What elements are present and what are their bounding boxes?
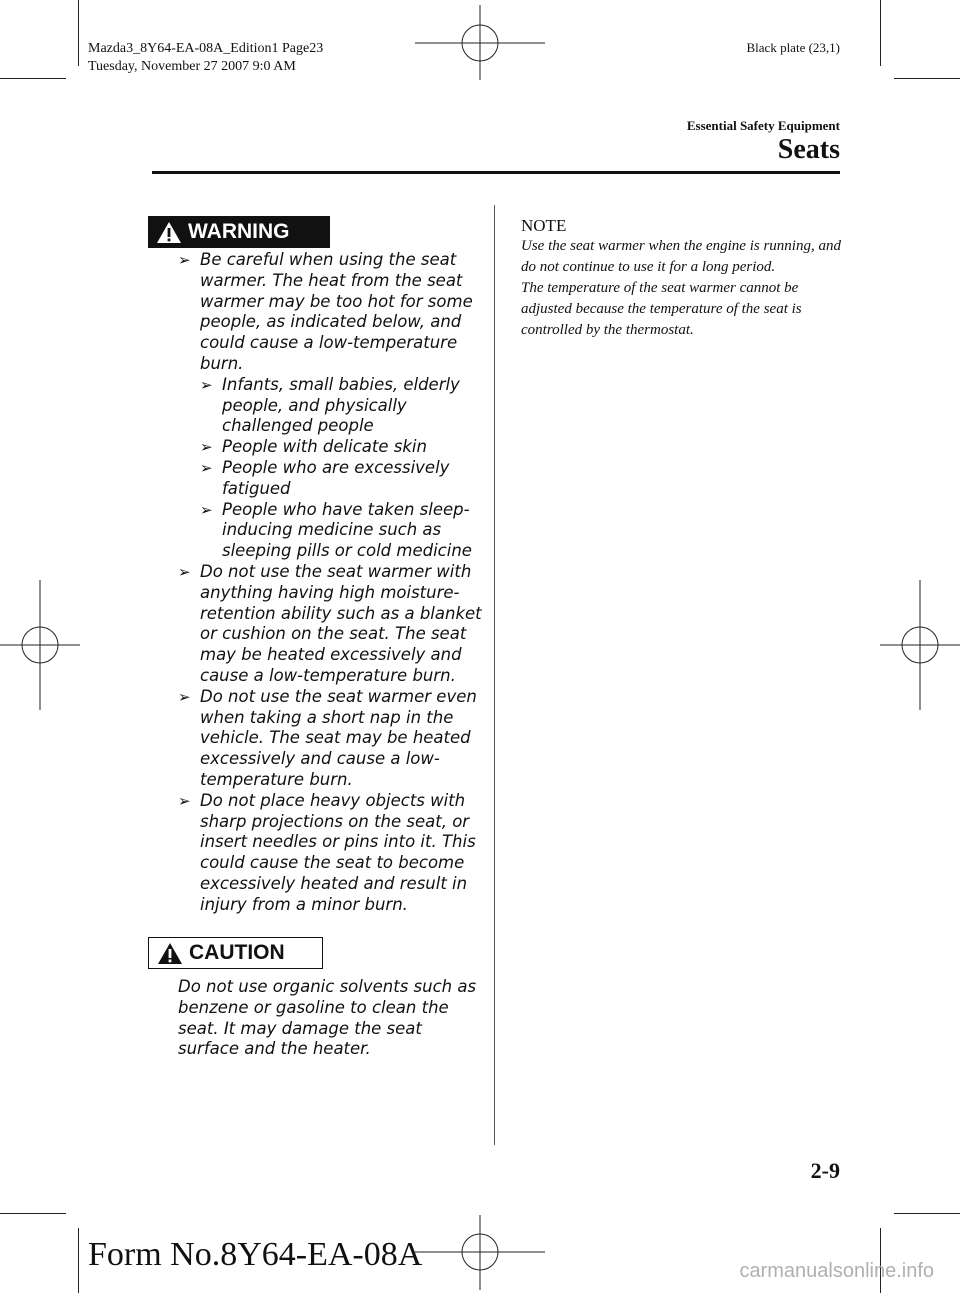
warning-subitem-text: People who have taken sleep-inducing medicine such as sleeping pills or cold medicine — [222, 499, 472, 561]
warning-subitem-text: People with delicate skin — [222, 437, 427, 457]
bullet-arrow-icon: ➢ — [200, 458, 213, 477]
warning-item — [178, 562, 488, 687]
crop-mark — [880, 0, 881, 66]
bullet-arrow-icon: ➢ — [178, 687, 191, 706]
bullet-arrow-icon: ➢ — [200, 438, 213, 457]
form-number: Form No.8Y64-EA-08A — [88, 1236, 423, 1273]
page-number: 2-9 — [810, 1158, 840, 1183]
crop-mark — [0, 1213, 66, 1214]
watermark: carmanualsonline.info — [739, 1260, 934, 1282]
warning-icon — [156, 221, 182, 244]
warning-subitem — [200, 500, 488, 562]
warning-label: WARNING — [188, 220, 290, 243]
bullet-arrow-icon: ➢ — [200, 500, 213, 519]
print-slug — [88, 40, 323, 76]
warning-subitem — [200, 437, 488, 458]
plate-label: Black plate (23,1) — [746, 40, 840, 55]
note-body — [521, 236, 841, 341]
warning-item-text: Do not place heavy objects with sharp projections on the seat, or insert needles or pins into it. This could cause the seat to become excessively heated and result in injury from a minor burn. — [200, 790, 476, 914]
bullet-arrow-icon: ➢ — [178, 562, 191, 581]
warning-subitem — [200, 375, 488, 437]
note-paragraph: Use the seat warmer when the engine is running, and do not continue to use it for a long period. — [521, 238, 841, 275]
warning-item-text: Be careful when using the seat warmer. The heat from the seat warmer may be too hot for some people, as indicated below, and could cause a low-temperature burn. — [200, 250, 473, 373]
column-divider — [494, 205, 495, 1145]
note-title: NOTE — [521, 216, 567, 235]
header-rule — [152, 171, 840, 174]
warning-item — [178, 791, 488, 916]
warning-item — [178, 250, 488, 375]
caution-icon — [157, 942, 183, 965]
slug-line-1: Mazda3_8Y64-EA-08A_Edition1 Page23 — [88, 41, 324, 56]
warning-item — [178, 687, 488, 791]
bullet-arrow-icon: ➢ — [200, 375, 213, 394]
caution-badge — [148, 937, 323, 969]
registration-mark-top — [415, 5, 545, 80]
warning-subitem-text: Infants, small babies, elderly people, and physically challenged people — [222, 374, 460, 436]
warning-subitem — [200, 458, 488, 500]
crop-mark — [78, 0, 79, 66]
warning-item-text: Do not use the seat warmer even when taking a short nap in the vehicle. The seat may be heated excessively and cause a low-temperature burn. — [200, 686, 477, 789]
chapter-title: Seats — [777, 134, 840, 165]
warning-badge — [148, 216, 330, 248]
crop-mark — [894, 1213, 960, 1214]
bullet-arrow-icon: ➢ — [178, 791, 191, 810]
warning-subitems — [200, 375, 488, 562]
slug-line-2: Tuesday, November 27 2007 9:0 AM — [88, 59, 296, 74]
crop-mark — [0, 78, 66, 79]
note-paragraph: The temperature of the seat warmer cannot be adjusted because the temperature of the seat is controlled by the thermostat. — [521, 280, 802, 338]
registration-mark-bottom — [415, 1215, 545, 1290]
caution-label: CAUTION — [189, 941, 285, 964]
section-title: Essential Safety Equipment — [686, 118, 840, 133]
warning-subitem-text: People who are excessively fatigued — [222, 457, 450, 498]
crop-mark — [78, 1228, 79, 1293]
bullet-arrow-icon: ➢ — [178, 251, 191, 269]
crop-mark — [894, 78, 960, 79]
caution-text: Do not use organic solvents such as benzene or gasoline to clean the seat. It may damage the seat surface and the heater. — [178, 977, 477, 1059]
warning-list — [178, 250, 488, 916]
registration-mark-right — [880, 580, 960, 710]
warning-item-text: Do not use the seat warmer with anything having high moisture-retention ability such as a blanket or cushion on the seat. The seat may be heated excessively and cause a low-temperature burn. — [200, 561, 482, 685]
registration-mark-left — [0, 580, 80, 710]
